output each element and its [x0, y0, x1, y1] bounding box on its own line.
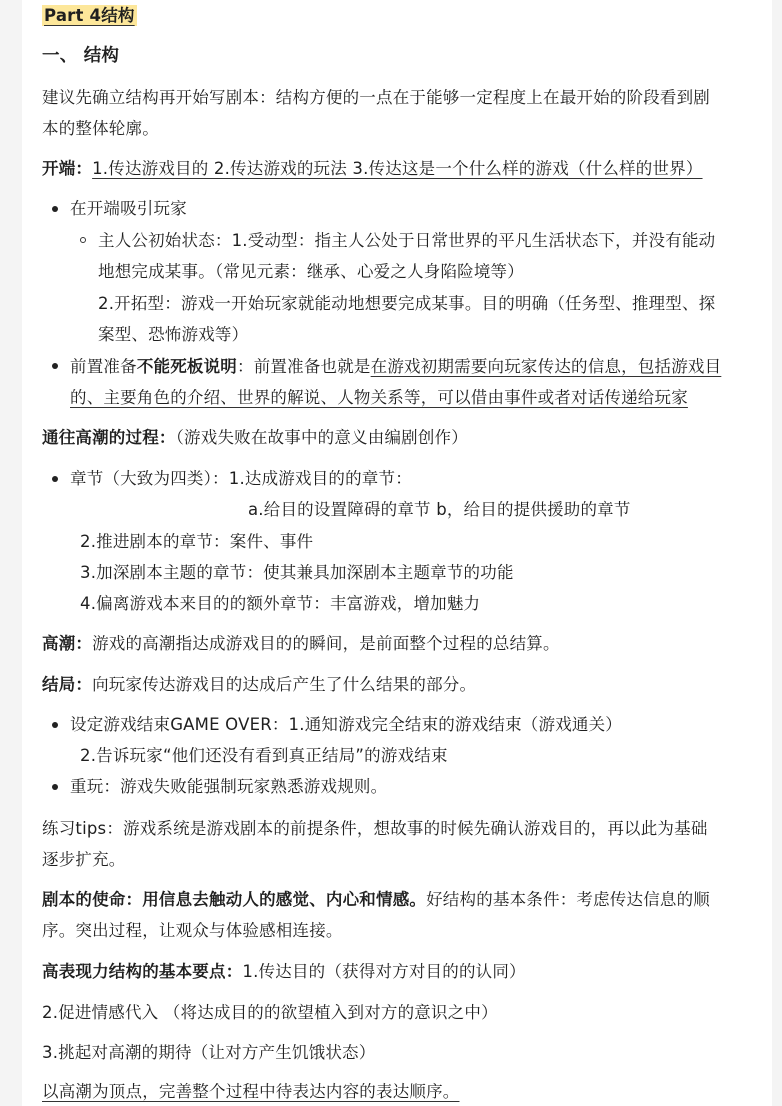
expression-point-3: 3.挑起对高潮的期待（让对方产生饥饿状态）: [42, 1043, 376, 1062]
opening-sub-line-4: 案型、恐怖游戏等）: [98, 325, 249, 344]
bullet-dot: [52, 784, 58, 790]
ending-text: 向玩家传达游戏目的达成后产生了什么结果的部分。: [92, 675, 477, 694]
bullet-dot: [52, 363, 58, 369]
expression-paragraph: [42, 960, 526, 984]
opening-paragraph: [42, 157, 703, 181]
climax-text: 游戏的高潮指达成游戏目的的瞬间，是前面整个过程的总结算。: [92, 634, 560, 653]
ending-bullet-2: 重玩：游戏失败能强制玩家熟悉游戏规则。: [70, 777, 388, 796]
expression-point-2: 2.促进情感代入 （将达成目的的欲望植入到对方的意识之中）: [42, 1003, 498, 1022]
opening-sub-line-3: 2.开拓型：游戏一开始玩家就能动地想要完成某事。目的明确（任务型、推理型、探: [98, 294, 716, 313]
chapters-line-2: a.给目的设置障碍的章节 b，给目的提供援助的章节: [248, 500, 631, 519]
opening-sub-line-2: 地想完成某事。（常见元素：继承、心爱之人身陷险境等）: [98, 262, 524, 281]
section-heading: 一、 结构: [42, 46, 120, 66]
prep-prefix: 前置准备: [70, 357, 137, 376]
mission-paragraph: [42, 888, 710, 912]
mission-bold: 剧本的使命：用信息去触动人的感觉、内心和情感。: [42, 890, 427, 909]
ending-bullet-1-line-2: 2.告诉玩家“他们还没有看到真正结局”的游戏结束: [80, 746, 448, 765]
ending-bullet-1-line-1: 设定游戏结束GAME OVER：1.通知游戏完全结束的游戏结束（游戏通关）: [70, 715, 622, 734]
opening-label: 开端：: [42, 159, 93, 178]
expression-final: 以高潮为顶点，完善整个过程中待表达内容的表达顺序。: [42, 1082, 460, 1101]
ending-paragraph: [42, 673, 476, 697]
bullet-dot: [52, 476, 58, 482]
chapters-line-5: 4.偏离游戏本来目的的额外章节：丰富游戏，增加魅力: [80, 594, 481, 613]
bullet-dot: [52, 206, 58, 212]
part-heading-text: Part 4结构: [44, 6, 135, 25]
process-paragraph: [42, 426, 468, 450]
chapters-line-3: 2.推进剧本的章节：案件、事件: [80, 532, 314, 551]
prep-underlined-2: 的、主要角色的介绍、世界的解说、人物关系等，可以借由事件或者对话传递给玩家: [70, 388, 688, 407]
tips-line-2: 逐步扩充。: [42, 850, 126, 869]
prep-mid: ：前置准备也就是: [237, 357, 371, 376]
opening-bullet-1: 在开端吸引玩家: [70, 199, 187, 218]
climax-label: 高潮：: [42, 634, 93, 653]
mission-line-2: 序。突出过程，让观众与体验感相连接。: [42, 921, 343, 940]
part-heading: [42, 4, 137, 28]
document-page: [22, 0, 772, 1106]
opening-text: 1.传达游戏目的 2.传达游戏的玩法 3.传达这是一个什么样的游戏（什么样的世界）: [92, 159, 703, 178]
bullet-dot: [52, 722, 58, 728]
process-text: （游戏失败在故事中的意义由编剧创作）: [175, 428, 468, 447]
sub-bullet-circle: [80, 237, 86, 243]
chapters-line-4: 3.加深剧本主题的章节：使其兼具加深剧本主题章节的功能: [80, 563, 514, 582]
intro-line-2: 本的整体轮廓。: [42, 119, 159, 138]
intro-line-1: 建议先确立结构再开始写剧本：结构方便的一点在于能够一定程度上在最开始的阶段看到剧: [42, 88, 710, 107]
opening-sub-line-1: 主人公初始状态：1.受动型：指主人公处于日常世界的平凡生活状态下，并没有能动: [98, 231, 716, 250]
climax-paragraph: [42, 632, 560, 656]
expression-point-1: 1.传达目的（获得对方对目的的认同）: [242, 962, 526, 981]
mission-rest: 好结构的基本条件：考虑传达信息的顺: [426, 890, 711, 909]
chapters-line-1: 章节（大致为四类）：1.达成游戏目的的章节：: [70, 469, 412, 488]
opening-bullet-2: [70, 355, 721, 379]
expression-label: 高表现力结构的基本要点：: [42, 962, 243, 981]
ending-label: 结局：: [42, 675, 93, 694]
prep-bold: 不能死板说明: [136, 357, 238, 376]
tips-line-1: 练习tips：游戏系统是游戏剧本的前提条件，想故事的时候先确认游戏目的，再以此为基础: [42, 819, 708, 838]
process-label: 通往高潮的过程：: [42, 428, 176, 447]
prep-underlined-1: 在游戏初期需要向玩家传达的信息，包括游戏目: [370, 357, 722, 376]
